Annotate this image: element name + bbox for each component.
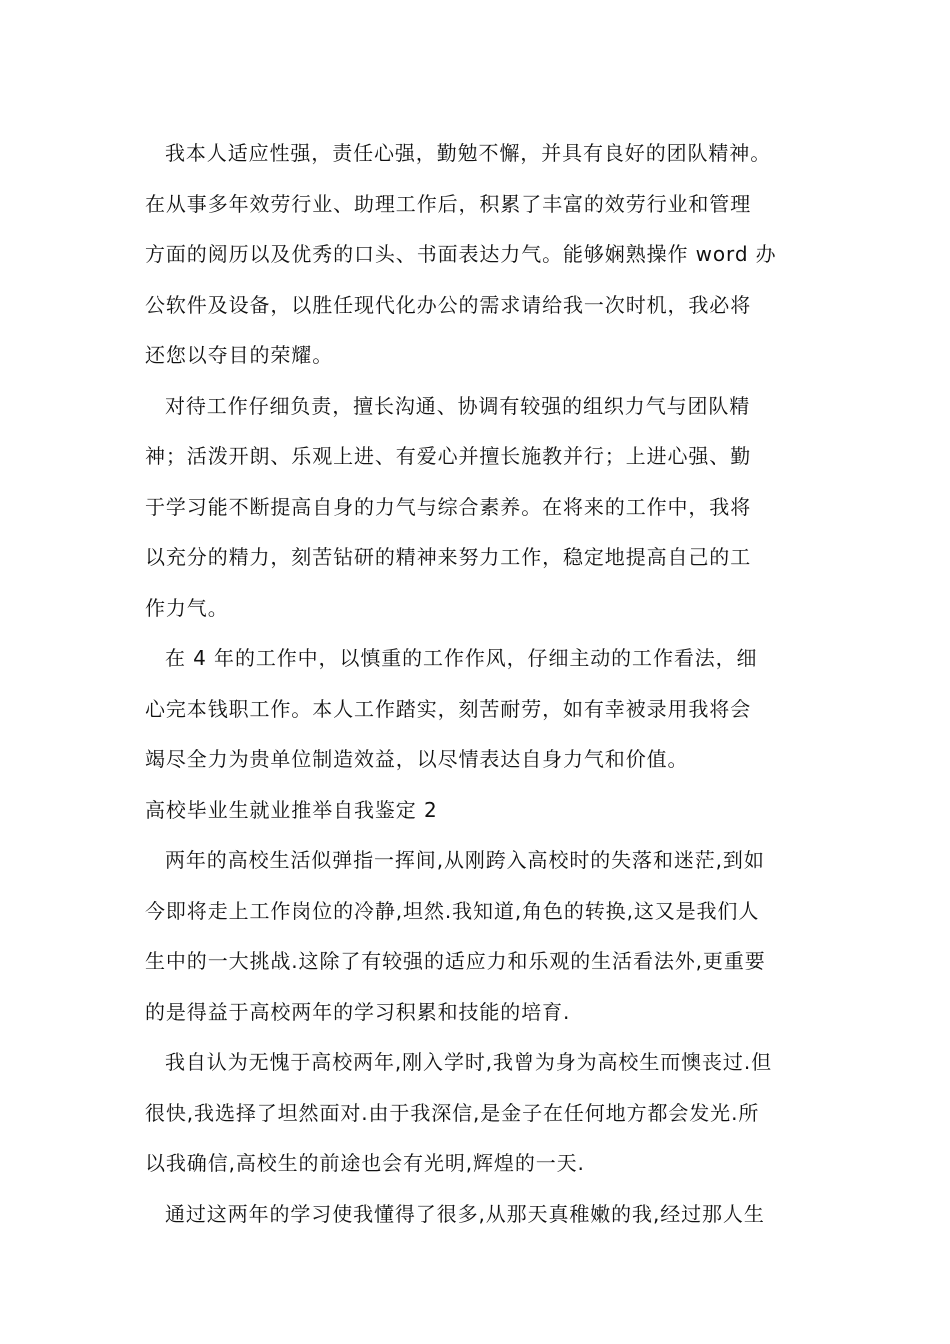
paragraph-2: [145, 381, 835, 634]
text-line: 对待工作仔细负责，擅长沟通、协调有较强的组织力气与团队精: [165, 393, 751, 418]
text-line: 还您以夺目的荣耀。: [145, 343, 334, 367]
text-line: 以充分的精力，刻苦钻研的精神来努力工作，稳定地提高自己的工: [145, 545, 752, 569]
text-line: 两年的高校生活似弹指一挥间,从刚跨入高校时的失落和迷茫,到如: [165, 848, 765, 872]
text-line: 在从事多年效劳行业、助理工作后，积累了丰富的效劳行业和管理: [145, 191, 752, 216]
text-line: 通过这两年的学习使我懂得了很多,从那天真稚嫩的我,经过那人生: [165, 1201, 765, 1226]
paragraph-4: [145, 835, 835, 1037]
text-line: 今即将走上工作岗位的冷静,坦然.我知道,角色的转换,这又是我们人: [145, 898, 760, 923]
text-line: 以我确信,高校生的前途也会有光明,辉煌的一天.: [145, 1151, 585, 1175]
document-body: [145, 128, 835, 1239]
text-line: 在 4 年的工作中，以慎重的工作作风，仔细主动的工作看法，细: [165, 646, 758, 670]
text-line: 神；活泼开朗、乐观上进、有爱心并擅长施教并行；上进心强、勤: [145, 444, 752, 468]
text-line: 作力气。: [145, 595, 229, 620]
text-line: 我本人适应性强，责任心强，勤勉不懈，并具有良好的团队精神。: [165, 141, 772, 165]
text-line: 竭尽全力为贵单位制造效益，以尽情表达自身力气和价值。: [145, 747, 689, 771]
paragraph-6: [145, 1189, 835, 1240]
paragraph-1: [145, 128, 835, 381]
text-line: 方面的阅历以及优秀的口头、书面表达力气。能够娴熟操作 word 办: [145, 242, 777, 266]
text-line: 于学习能不断提高自身的力气与综合素养。在将来的工作中，我将: [145, 494, 752, 519]
paragraph-3: [145, 633, 835, 785]
paragraph-5: [145, 1037, 835, 1189]
text-line: 我自认为无愧于高校两年,刚入学时,我曾为身为高校生而懊丧过.但: [165, 1050, 772, 1074]
section-heading: 高校毕业生就业推举自我鉴定 2: [145, 797, 438, 822]
text-line: 心完本钱职工作。本人工作踏实，刻苦耐劳，如有幸被录用我将会: [145, 696, 752, 721]
text-line: 很快,我选择了坦然面对.由于我深信,是金子在任何地方都会发光.所: [145, 1100, 760, 1125]
text-line: 公软件及设备，以胜任现代化办公的需求请给我一次时机，我必将: [145, 292, 752, 317]
text-line: 生中的一大挑战.这除了有较强的适应力和乐观的生活看法外,更重要: [145, 949, 766, 973]
text-line: 的是得益于高校两年的学习积累和技能的培育.: [145, 999, 571, 1024]
